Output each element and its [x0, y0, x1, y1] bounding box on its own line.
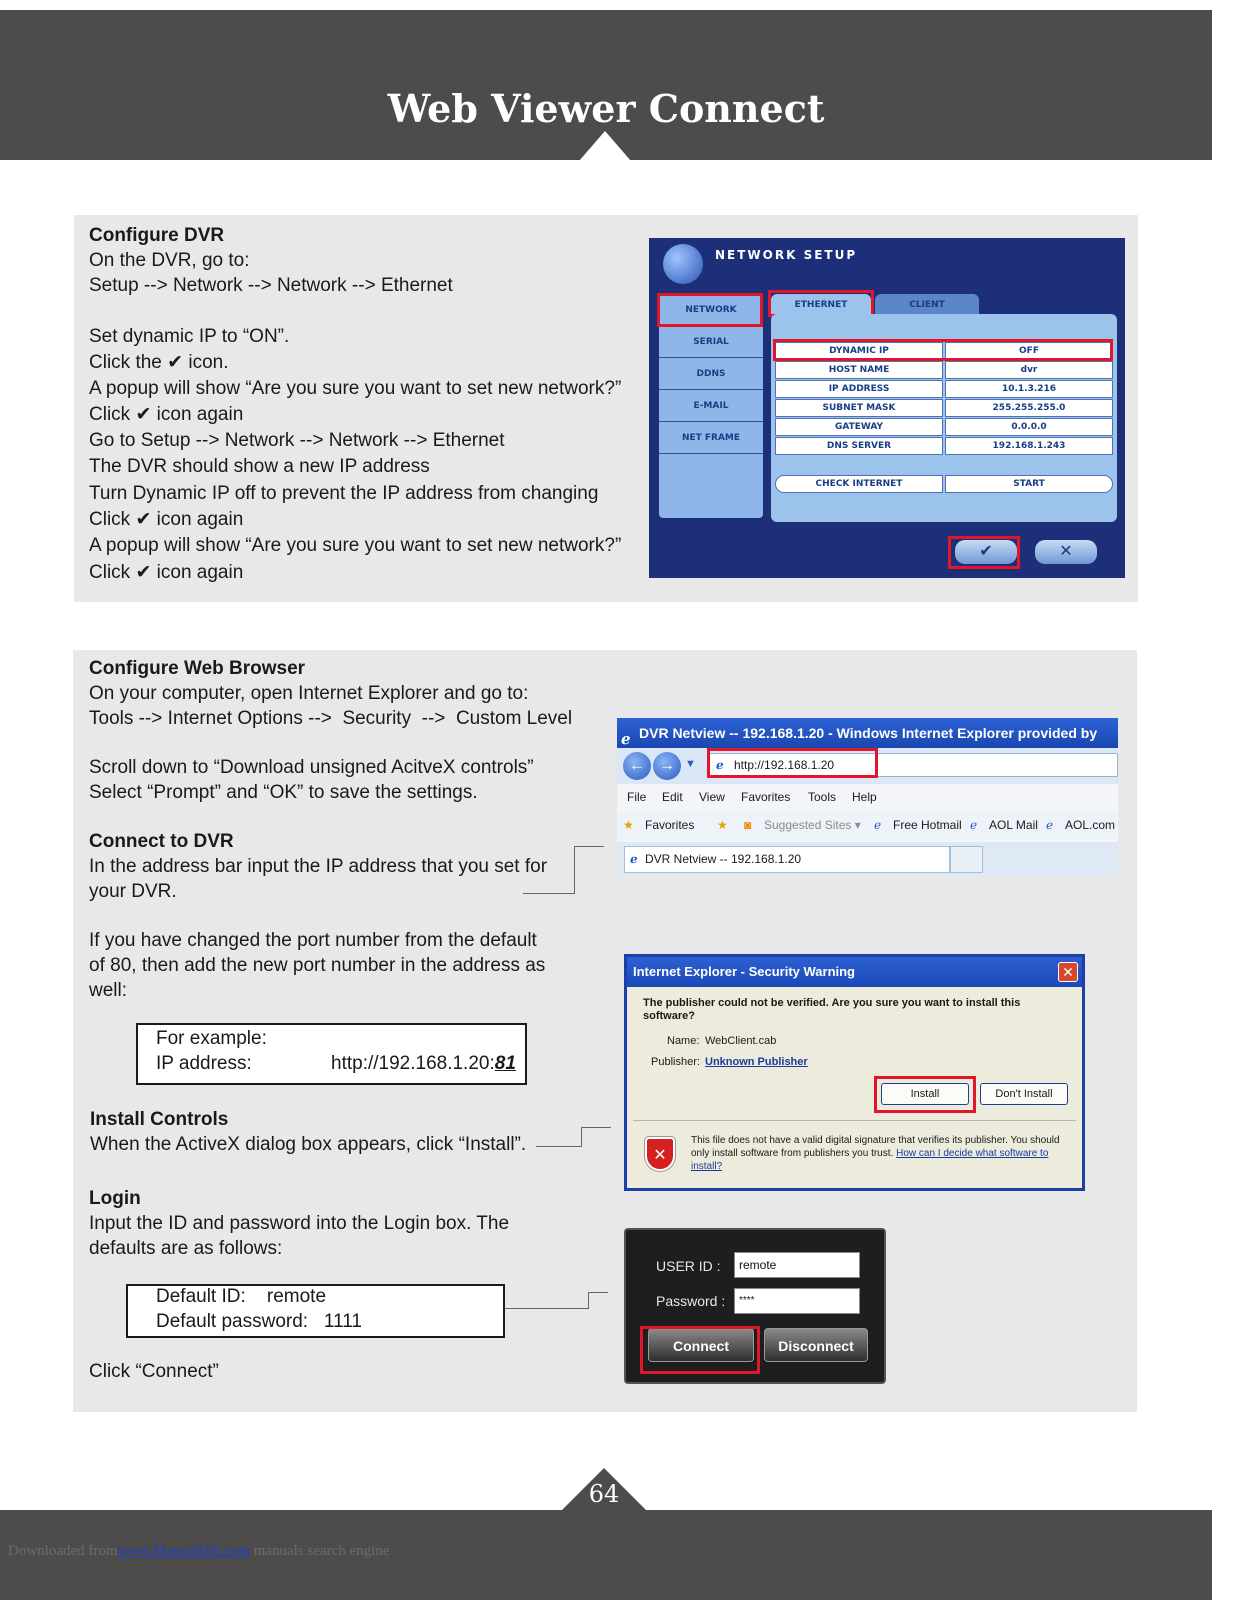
row-label: DYNAMIC IP	[775, 342, 943, 360]
page-title: Web Viewer Connect	[387, 86, 825, 131]
instruction-line: Turn Dynamic IP off to prevent the IP address from changing	[89, 483, 599, 504]
row-label: SUBNET MASK	[775, 399, 943, 417]
install-controls-heading: Install Controls	[90, 1109, 229, 1130]
instruction-line: Click ✔ icon again	[89, 509, 244, 530]
checkmark-icon: ✔	[135, 404, 152, 425]
cancel-x-button[interactable]: ✕	[1035, 540, 1097, 564]
highlight-box	[874, 1076, 976, 1113]
instruction-line: well:	[89, 980, 128, 1001]
ip-address-label: IP address:	[156, 1053, 252, 1074]
instruction-line: A popup will show “Are you sure you want to set new network?”	[89, 378, 622, 399]
ie-menu-bar	[617, 786, 1118, 808]
instruction-line: Click “Connect”	[89, 1361, 219, 1382]
instruction-line: A popup will show “Are you sure you want to set new network?”	[89, 535, 622, 556]
instruction-line: On the DVR, go to:	[89, 250, 250, 271]
dvr-sidebar-ddns[interactable]: DDNS	[659, 358, 763, 390]
row-value[interactable]: 255.255.255.0	[945, 399, 1113, 417]
highlight-box	[773, 339, 1113, 361]
address-text: http://192.168.1.20	[734, 758, 835, 772]
checkmark-icon: ✔	[135, 509, 152, 530]
suggested-sites[interactable]: Suggested Sites ▾	[764, 818, 861, 832]
warning-note: This file does not have a valid digital signature that verifies its publisher. You should only install software from publishers you trust. How can I decide what software to install?	[691, 1135, 1060, 1172]
start-button[interactable]: START	[945, 475, 1113, 493]
forward-arrow-icon[interactable]: →	[653, 752, 681, 780]
instruction-line: Go to Setup --> Network --> Network --> Ethernet	[89, 430, 505, 451]
dvr-row-dns-server[interactable]	[775, 437, 1113, 455]
menu-tools[interactable]: Tools	[808, 790, 837, 804]
password-input[interactable]: ****	[734, 1288, 860, 1314]
instruction-line: Click ✔ icon again	[89, 562, 244, 583]
page-number: 64	[588, 1480, 620, 1508]
instruction-line: Tools --> Internet Options --> Security --> Custom Level	[89, 708, 573, 729]
download-credit: Downloaded fromwww.Manualslib.com manuals search engine	[8, 1543, 390, 1559]
dialog-question: The publisher could not be verified. Are you sure you want to install this software?	[643, 997, 1021, 1022]
menu-edit[interactable]: Edit	[662, 790, 683, 804]
connector-line	[574, 846, 604, 847]
highlight-box	[768, 290, 874, 317]
checkmark-icon: ✔	[167, 352, 184, 373]
dvr-row-check-internet[interactable]	[775, 475, 1113, 493]
instruction-line: Click ✔ icon again	[89, 404, 244, 425]
connector-line	[581, 1127, 611, 1128]
dropdown-arrow-icon[interactable]: ▼	[685, 758, 696, 770]
ie-page-icon: ℯ	[874, 818, 882, 832]
ie-page-icon: ℯ	[970, 818, 978, 832]
connector-line	[536, 1146, 582, 1147]
login-box-screenshot	[624, 1228, 886, 1384]
row-label: DNS SERVER	[775, 437, 943, 455]
connect-dvr-heading: Connect to DVR	[89, 831, 234, 852]
dvr-row-ip-address[interactable]	[775, 380, 1113, 398]
row-value[interactable]: 10.1.3.216	[945, 380, 1113, 398]
row-label: CHECK INTERNET	[775, 475, 943, 493]
instruction-line: Scroll down to “Download unsigned AcitveX controls”	[89, 757, 534, 778]
row-label: GATEWAY	[775, 418, 943, 436]
menu-view[interactable]: View	[699, 790, 725, 804]
ie-browser-screenshot	[617, 718, 1118, 876]
password-label: Password :	[656, 1293, 726, 1309]
ie-page-icon: ℯ	[1046, 818, 1054, 832]
menu-favorites[interactable]: Favorites	[741, 790, 791, 804]
instruction-line: The DVR should show a new IP address	[89, 456, 430, 477]
dialog-title: Internet Explorer - Security Warning	[627, 957, 1082, 987]
highlight-box	[640, 1326, 760, 1374]
back-arrow-icon[interactable]: ←	[623, 752, 651, 780]
instruction-line: Click the ✔ icon.	[89, 352, 229, 373]
divider	[633, 1120, 1076, 1121]
instruction-line: defaults are as follows:	[89, 1238, 283, 1259]
ie-logo-icon: ℯ	[621, 731, 631, 748]
row-label: HOST NAME	[775, 361, 943, 379]
globe-icon	[663, 244, 703, 284]
security-warning-dialog	[624, 954, 1085, 1191]
favorites-button[interactable]: Favorites	[645, 818, 695, 832]
dvr-sidebar-network[interactable]: NETWORK	[659, 294, 763, 326]
dvr-row-host-name[interactable]	[775, 361, 1113, 379]
dvr-network-setup-screenshot	[649, 238, 1125, 578]
page-icon: ℯ	[716, 758, 724, 772]
instruction-line: When the ActiveX dialog box appears, click “Install”.	[90, 1134, 527, 1155]
configure-browser-heading: Configure Web Browser	[89, 658, 306, 679]
ie-title-text: DVR Netview -- 192.168.1.20 - Windows Internet Explorer provided by	[639, 725, 1098, 741]
highlight-box	[707, 748, 878, 778]
user-id-input[interactable]: remote	[734, 1252, 860, 1278]
disconnect-button[interactable]: Disconnect	[764, 1328, 868, 1362]
instruction-line: On your computer, open Internet Explorer and go to:	[89, 683, 529, 704]
instruction-line: If you have changed the port number from the default	[89, 930, 537, 951]
highlight-box	[948, 536, 1020, 569]
instruction-line: Select “Prompt” and “OK” to save the settings.	[89, 782, 478, 803]
row-value[interactable]: OFF	[945, 342, 1113, 360]
name-label: Name:	[667, 1035, 700, 1047]
dvr-sidebar-serial[interactable]: SERIAL	[659, 326, 763, 358]
publisher-label: Publisher:	[651, 1056, 700, 1068]
fav-link-aol-com[interactable]: AOL.com	[1065, 818, 1116, 832]
connect-button[interactable]: Connect	[648, 1328, 754, 1362]
connector-line	[588, 1292, 589, 1309]
dvr-sidebar-net-frame[interactable]: NET FRAME	[659, 422, 763, 454]
install-button[interactable]: Install	[881, 1083, 969, 1105]
instruction-line: Set dynamic IP to “ON”.	[89, 326, 290, 347]
connector-line	[581, 1127, 582, 1147]
ie-favorites-bar	[617, 812, 1118, 840]
help-link[interactable]: How can I decide what software to install?	[691, 1148, 1049, 1172]
dvr-tab-client[interactable]: CLIENT	[875, 294, 979, 316]
tab-title: DVR Netview -- 192.168.1.20	[645, 852, 802, 866]
instruction-line: Setup --> Network --> Network --> Ethernet	[89, 275, 453, 296]
close-icon[interactable]: ✕	[1058, 962, 1078, 982]
ie-title-bar	[617, 718, 1118, 748]
dont-install-button[interactable]: Don't Install	[980, 1083, 1068, 1105]
browser-tab[interactable]	[624, 846, 950, 873]
header-notch	[579, 131, 631, 161]
instruction-line: In the address bar input the IP address that you set for	[89, 856, 548, 877]
checkmark-icon: ✔	[135, 562, 152, 583]
login-heading: Login	[89, 1188, 141, 1209]
suggested-sites-icon: ◙	[744, 818, 752, 832]
instruction-line: your DVR.	[89, 881, 177, 902]
connector-line	[588, 1292, 608, 1293]
ie-page-icon: ℯ	[630, 852, 638, 866]
instruction-line: of 80, then add the new port number in the address as	[89, 955, 546, 976]
highlight-box	[657, 293, 763, 327]
instruction-line: Input the ID and password into the Login box. The	[89, 1213, 510, 1234]
row-value[interactable]: 0.0.0.0	[945, 418, 1113, 436]
ip-address-example: http://192.168.1.20:81	[331, 1053, 516, 1074]
fav-link-hotmail[interactable]: Free Hotmail	[893, 818, 962, 832]
row-value[interactable]: 192.168.1.243	[945, 437, 1113, 455]
row-value[interactable]: dvr	[945, 361, 1113, 379]
publisher-link[interactable]: Unknown Publisher	[705, 1056, 808, 1068]
default-password: Default password: 1111	[156, 1311, 362, 1332]
default-id: Default ID: remote	[156, 1286, 327, 1307]
row-label: IP ADDRESS	[775, 380, 943, 398]
dvr-screen-title: NETWORK SETUP	[715, 248, 858, 262]
dvr-tab-ethernet[interactable]: ETHERNET	[771, 294, 871, 316]
menu-file[interactable]: File	[627, 790, 647, 804]
shield-warning-icon: ✕	[645, 1137, 675, 1171]
fav-link-aol-mail[interactable]: AOL Mail	[989, 818, 1038, 832]
new-tab-button[interactable]	[950, 846, 983, 873]
user-id-label: USER ID :	[656, 1258, 721, 1274]
connector-line	[505, 1308, 588, 1309]
manualslib-link[interactable]: www.Manualslib.com	[117, 1543, 250, 1559]
dvr-sidebar-email[interactable]: E-MAIL	[659, 390, 763, 422]
connector-line	[574, 846, 575, 894]
connector-line	[523, 893, 575, 894]
star-icon: ★	[623, 818, 634, 832]
add-favorite-icon[interactable]: ★	[717, 818, 728, 832]
configure-dvr-heading: Configure DVR	[89, 225, 225, 246]
menu-help[interactable]: Help	[852, 790, 877, 804]
confirm-check-button[interactable]: ✔	[955, 540, 1017, 564]
dvr-row-subnet-mask[interactable]	[775, 399, 1113, 417]
dvr-row-gateway[interactable]	[775, 418, 1113, 436]
example-label: For example:	[156, 1028, 267, 1049]
name-value: WebClient.cab	[705, 1035, 777, 1047]
ie-tab-bar	[617, 842, 1118, 876]
